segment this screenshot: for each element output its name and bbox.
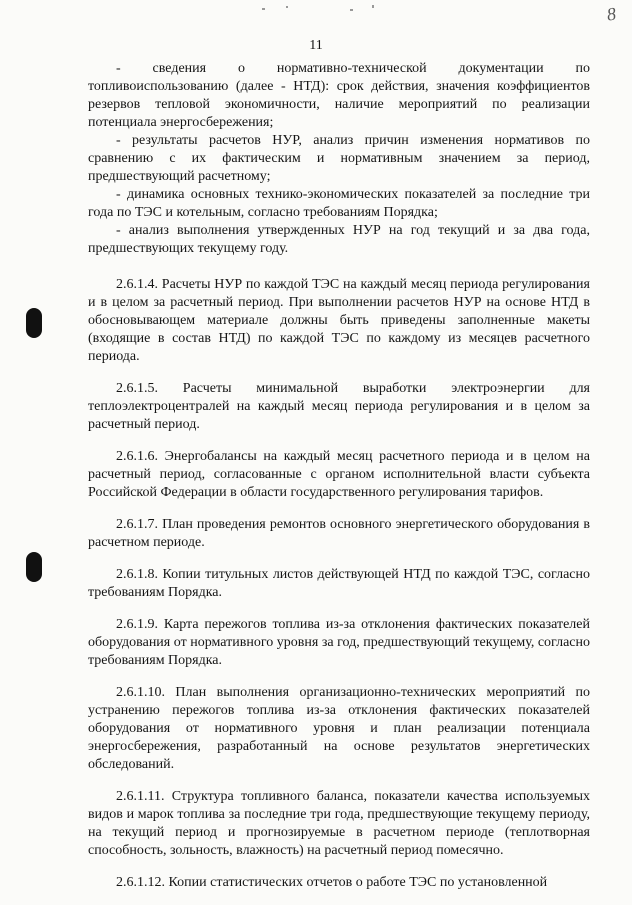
- bullet-item: - динамика основных технико-экономических показателей за последние три года по ТЭС и котельным, согласно требованиям Порядка;: [88, 187, 590, 220]
- section-item-2-6-1-6: 2.6.1.6. Энергобалансы на каждый месяц расчетного периода и в целом на расчетный период, согласованные с органом исполнительной власти субъекта Российской Федерации в области государственного регулирования тарифов.: [88, 449, 590, 500]
- section-item-2-6-1-7: 2.6.1.7. План проведения ремонтов основного энергетического оборудования в расчетном периоде.: [88, 517, 590, 550]
- handwritten-page-mark: 8: [605, 3, 618, 25]
- section-item-2-6-1-11: 2.6.1.11. Структура топливного баланса, показатели качества используемых видов и марок топлива за последние три года, предшествующие текущему периоду, на текущий период и прогнозируемые в расчетном периоде (теплотворная способность, зольность, влажность) на расчетный период помесячно.: [88, 789, 590, 858]
- section-item-2-6-1-10: 2.6.1.10. План выполнения организационно-технических мероприятий по устранению пережогов топлива из-за отклонения фактических показателей оборудования от нормативного уровня и план реализации потенциала энергосбережения, разработанный на основе результатов энергетических обследований.: [88, 685, 590, 772]
- section-item-2-6-1-4: 2.6.1.4. Расчеты НУР по каждой ТЭС на каждый месяц периода регулирования и в целом за расчетный период. При выполнении расчетов НУР на основе НТД в обосновывающем материале должны быть приведены заполненные макеты (входящие в состав НТД) по каждой ТЭС по каждому из месяцев расчетного периода.: [88, 277, 590, 364]
- scan-artifact: [372, 5, 374, 8]
- bullet-item: - результаты расчетов НУР, анализ причин изменения нормативов по сравнению с их фактическим и нормативным значением за период, предшествующий расчетному;: [88, 133, 590, 184]
- scan-artifact: [286, 6, 288, 8]
- scan-artifact: [350, 9, 353, 11]
- scan-artifact: [262, 8, 265, 10]
- binder-hole-bottom: [26, 552, 42, 582]
- section-item-2-6-1-5: 2.6.1.5. Расчеты минимальной выработки электроэнергии для теплоэлектроцентралей на каждый месяц периода регулирования и в целом за расчетный период.: [88, 381, 590, 432]
- bullet-item: - анализ выполнения утвержденных НУР на год текущий и за два года, предшествующих текущему году.: [88, 223, 590, 256]
- document-body: [88, 60, 590, 892]
- section-item-2-6-1-9: 2.6.1.9. Карта пережогов топлива из-за отклонения фактических показателей оборудования от нормативного уровня за год, предшествующий текущему, согласно требованиям Порядка.: [88, 617, 590, 668]
- page-number: 11: [309, 38, 323, 53]
- bullet-item: - сведения о нормативно-технической документации по топливоиспользованию (далее - НТД): срок действия, значения коэффициентов резервов тепловой экономичности, наличие мероприятий по реализации потенциала энергосбережения;: [88, 61, 590, 130]
- section-item-2-6-1-12: 2.6.1.12. Копии статистических отчетов о работе ТЭС по установленной: [116, 875, 548, 890]
- binder-hole-top: [26, 308, 42, 338]
- section-item-2-6-1-8: 2.6.1.8. Копии титульных листов действующей НТД по каждой ТЭС, согласно требованиям Порядка.: [88, 567, 590, 600]
